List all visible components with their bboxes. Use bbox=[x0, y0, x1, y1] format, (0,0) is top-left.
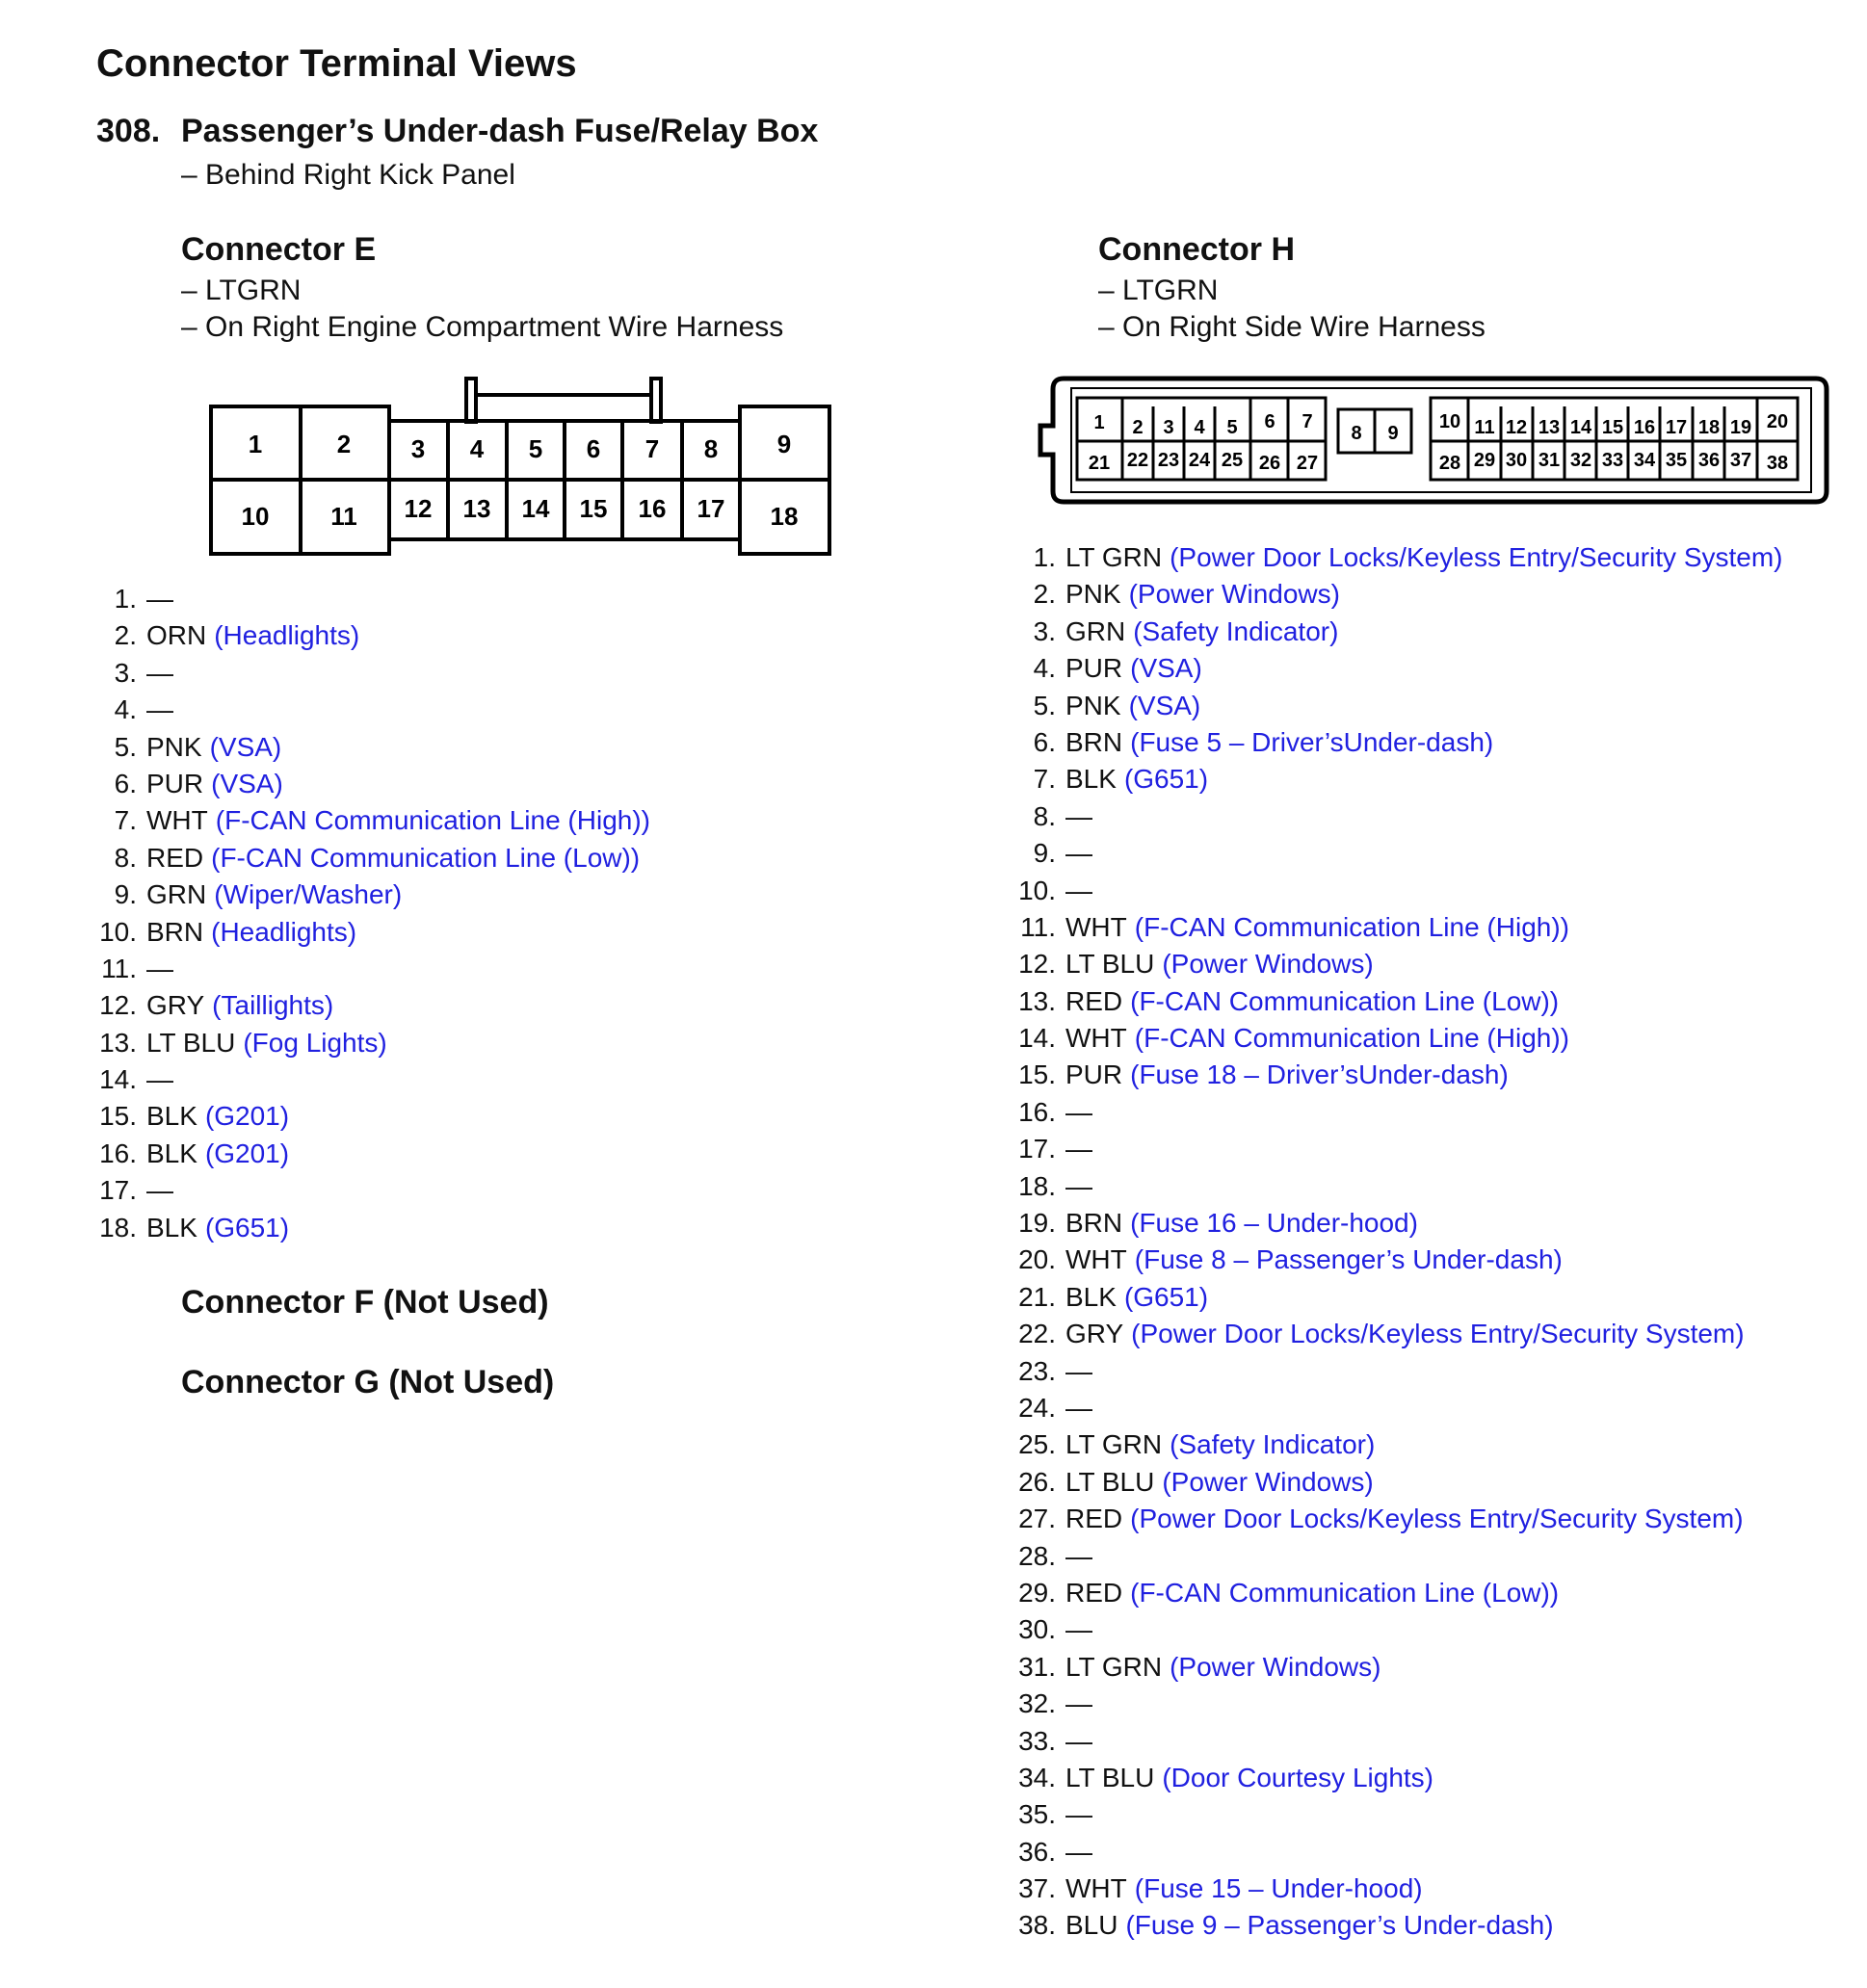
circuit-description: (Power Door Locks/Keyless Entry/Security System) bbox=[1130, 1504, 1744, 1534]
pin-row bbox=[1013, 909, 1783, 946]
pin-number: 33. bbox=[1018, 1725, 1056, 1756]
connector-h-pin-list bbox=[1013, 539, 1783, 1945]
pin-e-label: 1 bbox=[248, 430, 263, 458]
pin-number: 36. bbox=[1018, 1836, 1056, 1867]
pin-row bbox=[1013, 1538, 1783, 1575]
pin-h-label: 37 bbox=[1729, 450, 1752, 471]
wire-color: ORN bbox=[146, 620, 207, 651]
section-title: Passenger’s Under-dash Fuse/Relay Box bbox=[181, 113, 819, 149]
pin-number: 38. bbox=[1018, 1910, 1056, 1941]
pin-row bbox=[1013, 650, 1783, 687]
pin-number: 1. bbox=[1033, 542, 1056, 572]
circuit-description: (Fuse 8 – Passenger’s Under-dash) bbox=[1134, 1244, 1563, 1275]
pin-number: 32. bbox=[1018, 1688, 1056, 1719]
pin-h-label: 27 bbox=[1296, 453, 1319, 474]
section-number: 308. bbox=[96, 113, 161, 149]
pin-number: 11. bbox=[1020, 911, 1056, 942]
circuit-description: (Safety Indicator) bbox=[1170, 1429, 1376, 1460]
pin-number: 4. bbox=[1033, 653, 1056, 684]
circuit-description: (VSA) bbox=[209, 731, 282, 762]
wire-color: — bbox=[1065, 1799, 1092, 1830]
wire-color: BLK bbox=[1065, 764, 1117, 795]
connector-e-title: Connector E bbox=[181, 231, 377, 268]
pin-number: 30. bbox=[1018, 1614, 1056, 1645]
pin-number: 1. bbox=[114, 584, 137, 614]
pin-number: 8. bbox=[1033, 800, 1056, 831]
circuit-description: (VSA) bbox=[211, 768, 283, 798]
pin-h-label: 36 bbox=[1697, 450, 1721, 471]
pin-number: 17. bbox=[99, 1175, 137, 1206]
pin-number: 20. bbox=[1018, 1244, 1056, 1275]
pin-number: 5. bbox=[114, 731, 137, 762]
wire-color: BRN bbox=[146, 916, 204, 947]
pin-row bbox=[1013, 761, 1783, 798]
circuit-description: (Power Door Locks/Keyless Entry/Security System) bbox=[1170, 542, 1783, 572]
circuit-description: (G651) bbox=[204, 1212, 290, 1242]
pin-h-label: 15 bbox=[1601, 417, 1624, 438]
pin-row bbox=[96, 766, 650, 802]
pin-h-label: 18 bbox=[1697, 417, 1721, 438]
pin-row bbox=[96, 987, 650, 1024]
pin-h-label: 19 bbox=[1729, 417, 1752, 438]
pin-e-label: 9 bbox=[776, 430, 792, 458]
pin-h-label: 33 bbox=[1601, 450, 1624, 471]
pin-number: 31. bbox=[1018, 1651, 1056, 1682]
wire-color: BLK bbox=[146, 1138, 197, 1168]
pin-h-label: 23 bbox=[1157, 450, 1180, 471]
pin-number: 18. bbox=[1018, 1170, 1056, 1201]
pin-row bbox=[1013, 873, 1783, 909]
circuit-description: (Fog Lights) bbox=[243, 1027, 387, 1058]
pin-number: 3. bbox=[114, 657, 137, 688]
pin-row bbox=[96, 581, 650, 617]
pin-h-label: 30 bbox=[1505, 450, 1528, 471]
circuit-description: (VSA) bbox=[1130, 653, 1202, 684]
pin-row bbox=[96, 1136, 650, 1172]
pin-e-label: 10 bbox=[241, 502, 270, 531]
pin-h-label: 5 bbox=[1226, 417, 1238, 438]
circuit-description: (F-CAN Communication Line (High)) bbox=[1134, 1023, 1569, 1054]
pin-number: 8. bbox=[114, 842, 137, 873]
connector-h-diagram bbox=[1031, 371, 1840, 506]
pin-row bbox=[1013, 1686, 1783, 1722]
wire-color: PUR bbox=[1065, 653, 1123, 684]
pin-e-label: 16 bbox=[638, 494, 667, 523]
pin-row bbox=[1013, 1796, 1783, 1833]
wire-color: — bbox=[1065, 1392, 1092, 1423]
pin-row bbox=[1013, 1907, 1783, 1944]
connector-e-pin-list bbox=[96, 581, 650, 1246]
wire-color: LT GRN bbox=[1065, 542, 1163, 572]
pin-h-label: 8 bbox=[1351, 423, 1362, 444]
pin-h-label: 9 bbox=[1387, 423, 1399, 444]
pin-h-label: 38 bbox=[1766, 453, 1789, 474]
pin-number: 16. bbox=[99, 1138, 137, 1168]
pin-e-label: 11 bbox=[330, 502, 357, 531]
pin-number: 12. bbox=[1018, 949, 1056, 980]
pin-h-label: 13 bbox=[1538, 417, 1561, 438]
wire-color: WHT bbox=[1065, 1023, 1127, 1054]
wire-color: — bbox=[1065, 1170, 1092, 1201]
pin-row bbox=[1013, 1834, 1783, 1870]
pin-h-label: 20 bbox=[1766, 411, 1789, 432]
pin-number: 16. bbox=[1018, 1096, 1056, 1127]
circuit-description: (F-CAN Communication Line (High)) bbox=[215, 805, 650, 836]
pin-e-label: 3 bbox=[410, 434, 426, 463]
pin-h-label: 29 bbox=[1473, 450, 1496, 471]
circuit-description: (Fuse 15 – Under-hood) bbox=[1134, 1873, 1423, 1904]
pin-number: 23. bbox=[1018, 1355, 1056, 1386]
pin-number: 22. bbox=[1018, 1319, 1056, 1349]
pin-row bbox=[96, 914, 650, 951]
pin-number: 7. bbox=[114, 805, 137, 836]
wire-color: — bbox=[1065, 1614, 1092, 1645]
pin-row bbox=[96, 617, 650, 654]
pin-number: 13. bbox=[99, 1027, 137, 1058]
pin-number: 18. bbox=[99, 1212, 137, 1242]
pin-number: 17. bbox=[1018, 1134, 1056, 1164]
wire-color: BRN bbox=[1065, 726, 1123, 757]
wire-color: BLK bbox=[146, 1212, 197, 1242]
pin-row bbox=[1013, 1464, 1783, 1501]
pin-number: 24. bbox=[1018, 1392, 1056, 1423]
pin-row bbox=[96, 951, 650, 987]
pin-row bbox=[96, 1025, 650, 1061]
wire-color: — bbox=[1065, 1725, 1092, 1756]
pin-number: 19. bbox=[1018, 1208, 1056, 1239]
circuit-description: (Headlights) bbox=[211, 916, 357, 947]
circuit-description: (Power Door Locks/Keyless Entry/Security System) bbox=[1131, 1319, 1745, 1349]
connector-e-latch-left bbox=[466, 379, 476, 422]
pin-row bbox=[1013, 983, 1783, 1020]
wire-color: PNK bbox=[146, 731, 202, 762]
wire-color: RED bbox=[1065, 1577, 1123, 1608]
circuit-description: (VSA) bbox=[1128, 690, 1201, 720]
pin-h-label: 35 bbox=[1665, 450, 1688, 471]
pin-h-label: 24 bbox=[1188, 450, 1211, 471]
pin-row bbox=[1013, 946, 1783, 982]
pin-row bbox=[96, 876, 650, 913]
wire-color: RED bbox=[1065, 1504, 1123, 1534]
wire-color: GRY bbox=[146, 990, 205, 1021]
pin-number: 21. bbox=[1018, 1281, 1056, 1312]
circuit-description: (Fuse 16 – Under-hood) bbox=[1130, 1208, 1418, 1239]
pin-row bbox=[1013, 1205, 1783, 1242]
wire-color: — bbox=[1065, 1540, 1092, 1571]
wire-color: BLU bbox=[1065, 1910, 1118, 1941]
pin-row bbox=[1013, 1611, 1783, 1648]
wire-color: RED bbox=[1065, 985, 1123, 1016]
pin-h-label: 34 bbox=[1633, 450, 1656, 471]
pin-h-label: 12 bbox=[1505, 417, 1528, 438]
pin-row bbox=[1013, 724, 1783, 761]
pin-h-label: 2 bbox=[1132, 417, 1144, 438]
pin-h-label: 4 bbox=[1194, 417, 1205, 438]
wire-color: WHT bbox=[1065, 1244, 1127, 1275]
connector-e-color: – LTGRN bbox=[181, 275, 302, 306]
pin-e-label: 6 bbox=[586, 434, 601, 463]
circuit-description: (Safety Indicator) bbox=[1133, 615, 1339, 646]
pin-number: 29. bbox=[1018, 1577, 1056, 1608]
wire-color: — bbox=[1065, 838, 1092, 869]
circuit-description: (Power Windows) bbox=[1128, 579, 1340, 610]
pin-row bbox=[1013, 798, 1783, 835]
pin-number: 9. bbox=[114, 879, 137, 910]
pin-h-label: 11 bbox=[1474, 417, 1495, 438]
wire-color: GRY bbox=[1065, 1319, 1124, 1349]
pin-row bbox=[1013, 1131, 1783, 1167]
pin-e-label: 13 bbox=[462, 494, 491, 523]
pin-row bbox=[1013, 1501, 1783, 1537]
pin-row bbox=[96, 1210, 650, 1246]
connector-g-title: Connector G (Not Used) bbox=[181, 1364, 555, 1400]
wire-color: — bbox=[146, 584, 173, 614]
connector-h-title: Connector H bbox=[1098, 231, 1295, 268]
section-location: – Behind Right Kick Panel bbox=[181, 159, 515, 191]
pin-number: 25. bbox=[1018, 1429, 1056, 1460]
pin-row bbox=[1013, 1020, 1783, 1057]
wire-color: LT BLU bbox=[1065, 949, 1155, 980]
pin-h-label: 1 bbox=[1093, 412, 1105, 433]
wire-color: LT BLU bbox=[1065, 1762, 1155, 1792]
pin-number: 7. bbox=[1033, 764, 1056, 795]
pin-row bbox=[1013, 1390, 1783, 1426]
wire-color: RED bbox=[146, 842, 204, 873]
pin-row bbox=[1013, 1723, 1783, 1760]
wire-color: — bbox=[146, 657, 173, 688]
wire-color: PNK bbox=[1065, 579, 1121, 610]
wire-color: PUR bbox=[146, 768, 204, 798]
wire-color: — bbox=[146, 953, 173, 983]
circuit-description: (Wiper/Washer) bbox=[214, 879, 403, 910]
pin-row bbox=[96, 802, 650, 839]
wire-color: BLK bbox=[146, 1101, 197, 1132]
pin-h-label: 7 bbox=[1302, 411, 1313, 432]
wire-color: WHT bbox=[1065, 911, 1127, 942]
pin-row bbox=[1013, 835, 1783, 872]
connector-e-harness: – On Right Engine Compartment Wire Harness bbox=[181, 311, 784, 343]
circuit-description: (Power Windows) bbox=[1162, 949, 1374, 980]
page-title: Connector Terminal Views bbox=[96, 42, 577, 85]
pin-h-label: 32 bbox=[1569, 450, 1592, 471]
pin-row bbox=[1013, 1094, 1783, 1131]
pin-h-label: 3 bbox=[1163, 417, 1174, 438]
pin-h-label: 17 bbox=[1665, 417, 1688, 438]
wire-color: WHT bbox=[1065, 1873, 1127, 1904]
pin-number: 11. bbox=[101, 953, 137, 983]
pin-e-label: 5 bbox=[528, 434, 543, 463]
pin-row bbox=[96, 1172, 650, 1209]
pin-row bbox=[1013, 1242, 1783, 1278]
pin-h-label: 31 bbox=[1538, 450, 1561, 471]
pin-number: 14. bbox=[99, 1064, 137, 1095]
pin-row bbox=[1013, 576, 1783, 613]
pin-h-label: 10 bbox=[1438, 411, 1461, 432]
wire-color: LT GRN bbox=[1065, 1429, 1163, 1460]
connector-h-harness: – On Right Side Wire Harness bbox=[1098, 311, 1486, 343]
pin-row bbox=[96, 692, 650, 728]
pin-number: 5. bbox=[1033, 690, 1056, 720]
pin-e-label: 12 bbox=[404, 494, 433, 523]
pin-number: 10. bbox=[99, 916, 137, 947]
pin-e-label: 15 bbox=[579, 494, 608, 523]
pin-e-label: 18 bbox=[770, 502, 799, 531]
pin-e-label: 4 bbox=[469, 434, 485, 463]
wire-color: PNK bbox=[1065, 690, 1121, 720]
wire-color: — bbox=[1065, 1688, 1092, 1719]
pin-number: 12. bbox=[99, 990, 137, 1021]
pin-row bbox=[96, 729, 650, 766]
pin-e-label: 14 bbox=[521, 494, 550, 523]
pin-number: 3. bbox=[1033, 615, 1056, 646]
wire-color: — bbox=[146, 694, 173, 725]
pin-h-label: 25 bbox=[1221, 450, 1244, 471]
pin-h-label: 16 bbox=[1633, 417, 1656, 438]
wire-color: LT BLU bbox=[146, 1027, 236, 1058]
pin-h-label: 14 bbox=[1569, 417, 1592, 438]
wire-color: — bbox=[1065, 800, 1092, 831]
pin-row bbox=[1013, 1057, 1783, 1093]
pin-e-label: 17 bbox=[697, 494, 725, 523]
connector-f-title: Connector F (Not Used) bbox=[181, 1284, 549, 1321]
pin-row bbox=[1013, 1168, 1783, 1205]
circuit-description: (Taillights) bbox=[212, 990, 334, 1021]
circuit-description: (F-CAN Communication Line (Low)) bbox=[1130, 985, 1560, 1016]
pin-e-label: 8 bbox=[703, 434, 719, 463]
wire-color: — bbox=[1065, 1355, 1092, 1386]
pin-number: 26. bbox=[1018, 1466, 1056, 1497]
wire-color: GRN bbox=[1065, 615, 1126, 646]
pin-row bbox=[96, 1061, 650, 1098]
pin-h-label: 21 bbox=[1088, 453, 1111, 474]
pin-row bbox=[1013, 614, 1783, 650]
pin-number: 2. bbox=[1033, 579, 1056, 610]
circuit-description: (F-CAN Communication Line (Low)) bbox=[1130, 1577, 1560, 1608]
pin-row bbox=[1013, 1316, 1783, 1352]
pin-row bbox=[96, 840, 650, 876]
pin-number: 6. bbox=[114, 768, 137, 798]
wire-color: PUR bbox=[1065, 1059, 1123, 1090]
wire-color: — bbox=[1065, 1836, 1092, 1867]
pin-number: 9. bbox=[1033, 838, 1056, 869]
wire-color: — bbox=[1065, 1096, 1092, 1127]
circuit-description: (Fuse 5 – Driver’sUnder-dash) bbox=[1130, 726, 1494, 757]
pin-h-label: 6 bbox=[1264, 411, 1275, 432]
connector-h-color: – LTGRN bbox=[1098, 275, 1219, 306]
pin-number: 35. bbox=[1018, 1799, 1056, 1830]
pin-row bbox=[1013, 1426, 1783, 1463]
pin-row bbox=[96, 655, 650, 692]
pin-row bbox=[1013, 1649, 1783, 1686]
circuit-description: (G651) bbox=[1123, 764, 1209, 795]
wire-color: WHT bbox=[146, 805, 208, 836]
pin-row bbox=[1013, 1279, 1783, 1316]
pin-number: 15. bbox=[99, 1101, 137, 1132]
pin-number: 37. bbox=[1018, 1873, 1056, 1904]
pin-number: 14. bbox=[1018, 1023, 1056, 1054]
wire-color: — bbox=[1065, 875, 1092, 905]
pin-row bbox=[1013, 539, 1783, 576]
circuit-description: (Door Courtesy Lights) bbox=[1162, 1762, 1433, 1792]
pin-number: 15. bbox=[1018, 1059, 1056, 1090]
connector-e-latch-right bbox=[651, 379, 661, 422]
circuit-description: (Fuse 9 – Passenger’s Under-dash) bbox=[1125, 1910, 1554, 1941]
wire-color: BRN bbox=[1065, 1208, 1123, 1239]
pin-row bbox=[1013, 1353, 1783, 1390]
circuit-description: (Power Windows) bbox=[1170, 1651, 1381, 1682]
pin-h-label: 28 bbox=[1438, 453, 1461, 474]
pin-e-label: 2 bbox=[336, 430, 352, 458]
wire-color: — bbox=[146, 1064, 173, 1095]
pin-number: 10. bbox=[1018, 875, 1056, 905]
connector-e-diagram bbox=[202, 371, 838, 563]
pin-number: 34. bbox=[1018, 1762, 1056, 1792]
wire-color: — bbox=[146, 1175, 173, 1206]
pin-h-label: 22 bbox=[1126, 450, 1149, 471]
pin-row bbox=[1013, 1870, 1783, 1907]
pin-number: 28. bbox=[1018, 1540, 1056, 1571]
pin-number: 2. bbox=[114, 620, 137, 651]
pin-row bbox=[1013, 688, 1783, 724]
pin-number: 27. bbox=[1018, 1504, 1056, 1534]
pin-row bbox=[1013, 1575, 1783, 1611]
circuit-description: (Power Windows) bbox=[1162, 1466, 1374, 1497]
circuit-description: (Fuse 18 – Driver’sUnder-dash) bbox=[1130, 1059, 1509, 1090]
wire-color: — bbox=[1065, 1134, 1092, 1164]
wire-color: LT GRN bbox=[1065, 1651, 1163, 1682]
circuit-description: (G201) bbox=[204, 1101, 290, 1132]
pin-number: 13. bbox=[1018, 985, 1056, 1016]
pin-h-label: 26 bbox=[1258, 453, 1281, 474]
wire-color: LT BLU bbox=[1065, 1466, 1155, 1497]
circuit-description: (F-CAN Communication Line (Low)) bbox=[211, 842, 641, 873]
pin-e-label: 7 bbox=[644, 434, 660, 463]
wire-color: BLK bbox=[1065, 1281, 1117, 1312]
wire-color: GRN bbox=[146, 879, 207, 910]
pin-row bbox=[96, 1098, 650, 1135]
pin-number: 4. bbox=[114, 694, 137, 725]
pin-number: 6. bbox=[1033, 726, 1056, 757]
circuit-description: (G651) bbox=[1123, 1281, 1209, 1312]
pin-row bbox=[1013, 1760, 1783, 1796]
circuit-description: (F-CAN Communication Line (High)) bbox=[1134, 911, 1569, 942]
circuit-description: (G201) bbox=[204, 1138, 290, 1168]
circuit-description: (Headlights) bbox=[214, 620, 360, 651]
